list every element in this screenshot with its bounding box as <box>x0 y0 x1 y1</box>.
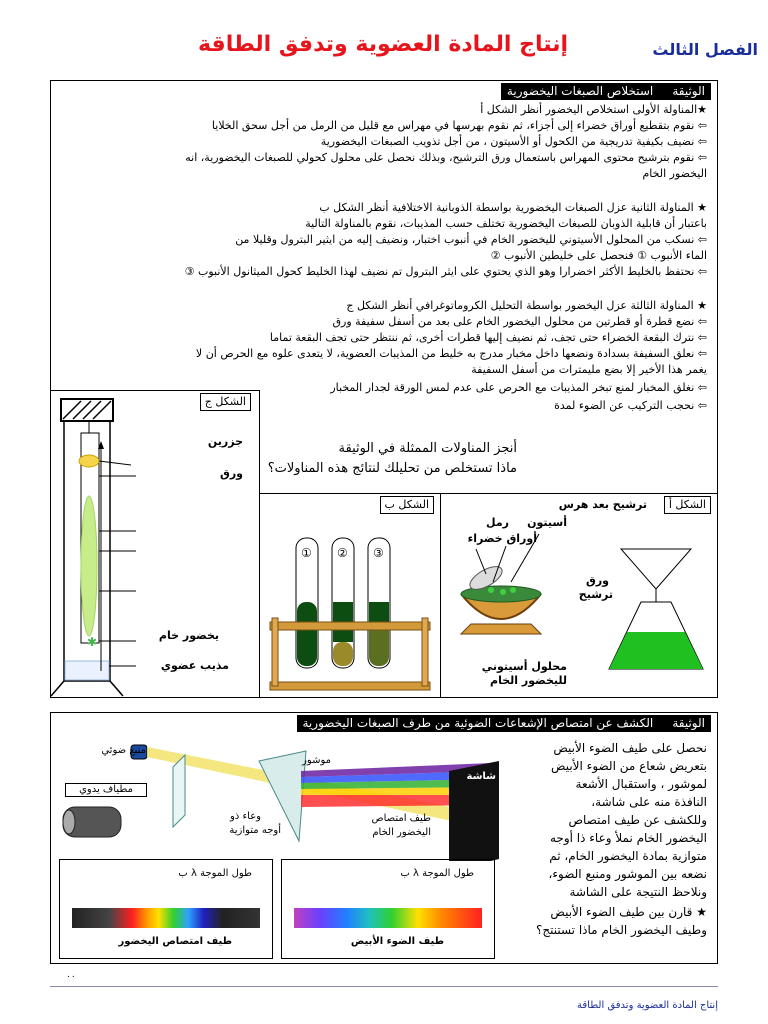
spectroscope-label: مطياف يدوي <box>65 783 147 797</box>
footer-divider <box>50 986 718 987</box>
doc1-line: ⇦ نحجب التركيب عن الضوء لمدة <box>554 399 707 412</box>
white-spectrum-panel <box>281 859 495 959</box>
doc1-line: ⇦ نسكب من المحلول الأسيتوني لليخضور الخام في أنبوب اختبار، ونضيف إليه من ايثير البترول وقليلا من <box>235 233 707 246</box>
doc1-line: اليخضور الخام <box>642 167 707 180</box>
figure-b-box <box>259 493 441 698</box>
absorption-spectrum-panel <box>59 859 273 959</box>
screen-label: شاشة <box>466 771 496 782</box>
doc1-line: ★ المناولة الثالثة عزل اليخضور بواسطة التحليل الكروماتوغرافي أنظر الشكل ج <box>346 299 707 312</box>
parallel-vessel <box>173 755 185 827</box>
vessel-label-1: وعاء ذو <box>229 811 261 822</box>
tube-3-number: ③ <box>373 546 384 560</box>
wavelength-label-left: طول الموجة λ ب <box>178 868 252 879</box>
tube-1-number: ① <box>301 546 312 560</box>
document-2-label: الوثيقة <box>672 716 705 730</box>
stopper-hatch <box>61 399 113 421</box>
light-source-label: منبع ضوئي <box>101 745 146 756</box>
white-spectrum-bar <box>294 908 482 928</box>
page-title: إنتاج المادة العضوية وتدفق الطاقة <box>197 32 568 57</box>
chapter-label: الفصل الثالث <box>652 40 758 59</box>
task-1: أنجز المناولات الممثلة في الوثيقة <box>338 441 517 456</box>
doc2-line: وللكشف عن طيف امتصاص <box>568 813 707 827</box>
prism-label: موشور <box>302 755 331 766</box>
carotene-band <box>79 455 99 467</box>
doc1-line: ★ المناولة الثانية عزل الصبغات اليخضورية بواسطة الذوبانية الاختلافية أنظر الشكل ب <box>319 201 707 214</box>
doc1-line: ★المناولة الأولى استخلاص اليخضور أنظر الشكل أ <box>480 103 707 116</box>
filter-paper-label-2: ترشيح <box>578 588 613 601</box>
page-number: ٠٠ <box>66 972 76 982</box>
doc2-line: النافذة منه على شاشة، <box>591 795 707 809</box>
doc1-line: الماء الأنبوب ① فنحصل على خليطين الأنبوب ② <box>490 249 707 262</box>
doc1-line: ⇦ نقوم بتقطيع أوراق خضراء إلى أجزاء، ثم نقوم بهرسها في مهراس مع قليل من الرمل من أجل سحق الخلايا <box>211 119 707 132</box>
doc1-line: باعتبار أن قابلية الذوبان للصبغات اليخضورية تختلف حسب المذيبات، نقوم بالمناولة التالية <box>305 217 707 230</box>
doc2-line: لموشور ، واستقبال الأشعة <box>575 777 707 791</box>
absorption-label-1: طيف امتصاص <box>371 813 431 824</box>
doc2-line: ونلاحظ النتيجة على الشاشة <box>569 885 707 899</box>
absorption-spectrum-bar <box>72 908 260 928</box>
filter-paper-label-1: ورق <box>585 574 609 587</box>
document-1-title: استخلاص الصبغات اليخضورية <box>506 84 654 98</box>
acetone-label: أسيتون <box>527 516 567 529</box>
vessel-label-2: أوجه متوازية <box>229 825 281 836</box>
document-2-title: الكشف عن امتصاص الإشعاعات الضوئية من طرف الصبغات اليخضورية <box>302 716 654 730</box>
absorption-label-2: اليخضور الخام <box>372 827 431 838</box>
crude-chlorophyll-label: يخضور خام <box>158 629 219 642</box>
doc1-line: ⇦ نغلق المخبار لمنع تبخر المذيبات مع الحرص على عدم لمس الورقة لجدار المخبار <box>330 381 707 394</box>
solvent-liquid <box>65 661 109 680</box>
document-1-label: الوثيقة <box>672 84 705 98</box>
absorption-spectrum-title: طيف امتصاص اليخضور <box>118 936 232 947</box>
carotene-label: جزرين <box>207 435 243 448</box>
crude-spot: ✱ <box>87 635 98 649</box>
tubes-diagram <box>260 494 442 699</box>
figure-j-label: الشكل ج <box>200 393 251 411</box>
doc2-line: وطيف اليخضور الخام ماذا تستنتج؟ <box>535 923 707 937</box>
paper-label: ورق <box>219 467 243 480</box>
sand-label: رمل <box>486 516 509 529</box>
white-spectrum-title: طيف الضوء الأبيض <box>350 936 444 947</box>
doc2-line: اليخضور الخام نملأ وعاء ذا أوجه <box>549 831 707 845</box>
wavelength-label-right: طول الموجة λ ب <box>400 868 474 879</box>
figure-a-box <box>440 493 718 698</box>
doc1-line: ⇦ نقوم بترشيح محتوى المهراس باستعمال ورق الترشيح، وبذلك نحصل على محلول كحولي للصبغات اليخضورية، انه <box>185 151 707 164</box>
solvent-label: مذيب عضوي <box>160 659 229 672</box>
doc1-line: ⇦ نضع قطرة أو قطرتين من محلول اليخضور الخام على بعد من أسفل سفيفة ورق <box>332 315 707 328</box>
green-leaves-label: أوراق خضراء <box>467 532 537 545</box>
footer-text: إنتاج المادة العضوية وتدفق الطاقة <box>577 1000 718 1011</box>
doc1-line: ⇦ نضيف بكيفية تدريجية من الكحول أو الأسيتون ، من أجل تذويب الصبغات اليخضورية <box>320 135 707 148</box>
document-2-box <box>50 712 718 964</box>
doc1-line: يغمر هذا الأخير إلا بضع مليمترات من أسفل السفيفة <box>471 363 707 376</box>
acetone-solution-label-1: محلول أسيتوني <box>481 660 567 673</box>
task-2: ماذا تستخلص من تحليلك لنتائج هذه المناولات؟ <box>267 461 517 476</box>
tube-2-number: ② <box>337 546 348 560</box>
figure-a-label: الشكل أ <box>664 496 711 514</box>
document-2-tag <box>297 715 712 732</box>
doc2-line: متوازية بمادة اليخضور الخام، ثم <box>549 849 707 863</box>
figure-j-box <box>50 390 260 698</box>
doc1-line: ⇦ نحتفظ بالخليط الأكثر اخضرارا وهو الذي يحتوي على ايثر البترول تم نضيف لهذا الخليط كحول الميثانول الأنبوب ③ <box>184 265 707 278</box>
doc2-line: بتعريض شعاع من الضوء الأبيض <box>551 759 707 773</box>
document-1-tag <box>501 83 711 100</box>
doc2-line: نحصل على طيف الضوء الأبيض <box>553 741 707 755</box>
figure-b-label: الشكل ب <box>380 496 434 514</box>
figure-a-title: ترشيح بعد هرس <box>558 498 647 511</box>
acetone-solution-label-2: لليخضور الخام <box>490 674 567 687</box>
doc2-line: ★ قارن بين طيف الضوء الأبيض <box>550 905 707 919</box>
doc2-line: نضعه بين الموشور ومنبع الضوء، <box>548 867 707 881</box>
doc1-line: ⇦ نعلق السفيفة بسدادة ونضعها داخل مخبار مدرج به خليط من المذيبات العضوية، لا يتعدى علوه مع الحرص أن لا <box>195 347 707 360</box>
chlorophyll-band <box>81 496 97 636</box>
doc1-line: ⇦ نترك البقعة الخضراء حتى تجف، ثم نضيف إليها قطرات أخرى، ثم ننتظر حتى تجف البقعة تماما <box>269 331 707 344</box>
